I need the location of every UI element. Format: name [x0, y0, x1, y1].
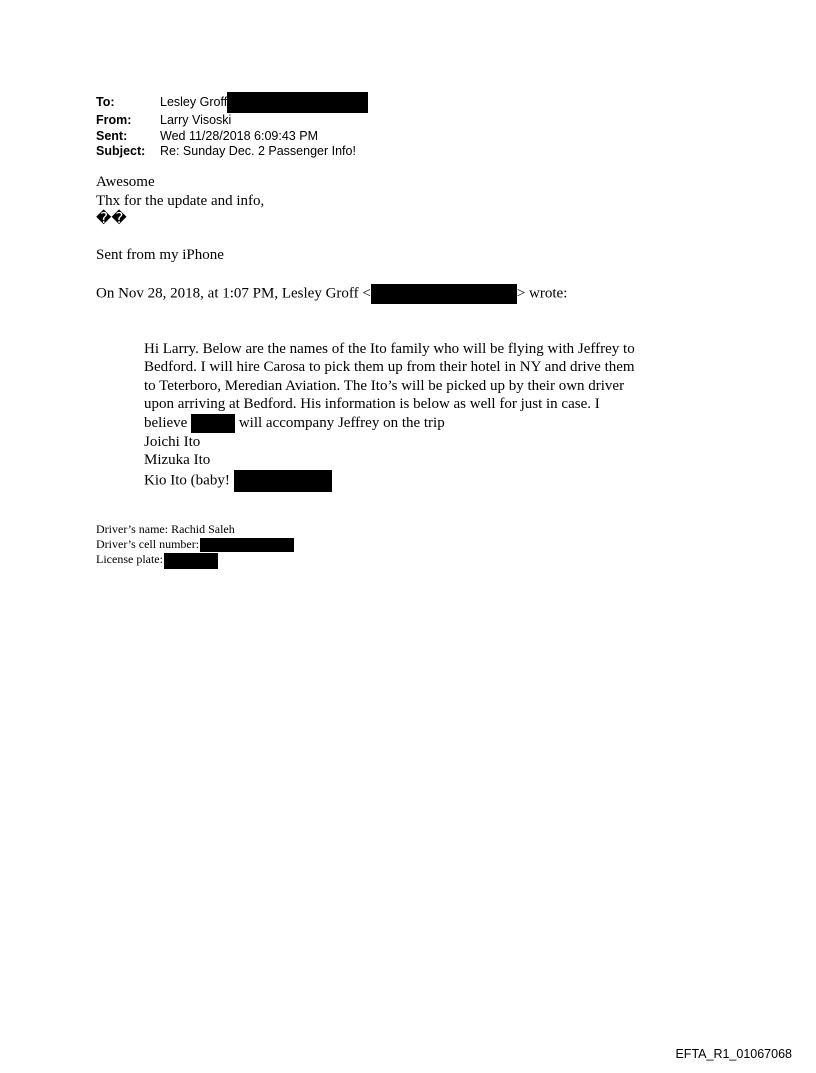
to-label: To: — [96, 95, 115, 109]
license-plate-line — [96, 552, 294, 568]
driver-info — [96, 522, 294, 569]
redaction-block — [191, 414, 235, 433]
quote-header-suffix: > wrote: — [516, 285, 568, 302]
reply-line-3: �� — [96, 211, 127, 227]
message-line: Hi Larry. Below are the names of the Ito family who will be flying with Jeffrey to — [144, 341, 635, 357]
message-line: to Teterboro, Meredian Aviation. The Ito’s will be picked up by their own driver — [144, 377, 625, 394]
driver-cell-line — [96, 537, 294, 552]
redaction-block — [234, 470, 332, 492]
passenger-name-3 — [144, 470, 684, 492]
reply-line-1: Awesome — [96, 174, 155, 190]
driver-cell-label: Driver’s cell number: — [96, 537, 200, 551]
from-row — [96, 113, 368, 129]
passenger-name-3-text: Kio Ito (baby! — [144, 471, 230, 488]
redaction-block — [200, 538, 294, 552]
from-label: From: — [96, 113, 132, 127]
quoted-message — [144, 340, 684, 492]
subject-row — [96, 144, 368, 160]
from-value: Larry Visoski — [160, 113, 232, 127]
passenger-name: Joichi Ito — [144, 433, 201, 450]
quote-header — [96, 284, 567, 304]
reply-body — [96, 173, 264, 229]
message-line-5-post: will accompany Jeffrey on the trip — [238, 414, 445, 431]
quote-header-prefix: On Nov 28, 2018, at 1:07 PM, Lesley Groff < — [96, 285, 371, 302]
license-plate-label: License plate: — [96, 552, 163, 567]
to-row — [96, 95, 368, 113]
document-id: EFTA_R1_01067068 — [675, 1047, 792, 1061]
redaction-block — [164, 553, 218, 569]
email-header — [96, 95, 368, 160]
to-value: Lesley Groff — [160, 95, 228, 109]
reply-signature: Sent from my iPhone — [96, 247, 224, 263]
message-line-5 — [144, 414, 684, 433]
message-line: Bedford. I will hire Carosa to pick them up from their hotel in NY and drive them — [144, 359, 635, 376]
message-line-5-pre: believe — [144, 414, 188, 431]
message-line: upon arriving at Bedford. His information is below as well for just in case. I — [144, 396, 600, 413]
reply-line-2: Thx for the update and info, — [96, 192, 265, 209]
driver-name-line: Driver’s name: Rachid Saleh — [96, 522, 235, 536]
sent-value: Wed 11/28/2018 6:09:43 PM — [160, 128, 318, 143]
sent-row — [96, 129, 368, 145]
subject-label: Subject: — [96, 144, 146, 158]
passenger-name: Mizuka Ito — [144, 452, 211, 469]
redaction-block — [227, 92, 368, 113]
sent-label: Sent: — [96, 128, 128, 143]
redaction-block — [371, 284, 517, 304]
subject-value: Re: Sunday Dec. 2 Passenger Info! — [160, 144, 356, 158]
